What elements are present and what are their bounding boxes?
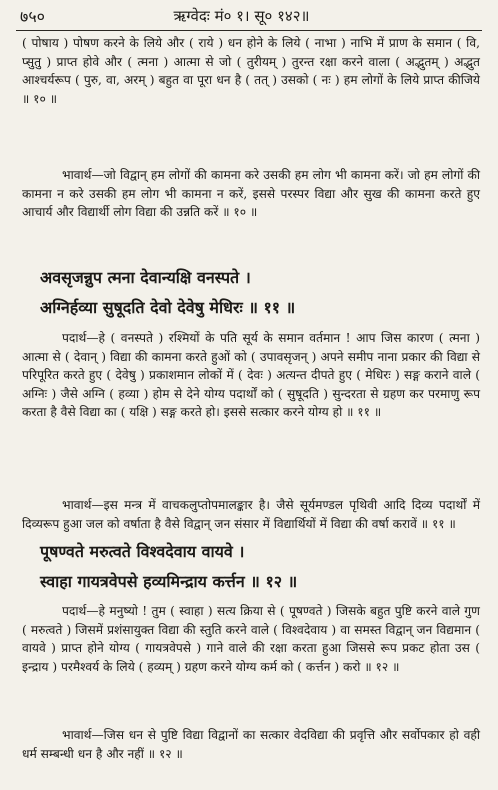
para-bhavarth-12 bbox=[22, 726, 480, 763]
page-number: ७५० bbox=[20, 7, 45, 26]
bhavarth-10-text: भावार्थ—जो विद्वान् हम लोगों की कामना करे उसकी हम लोग भी कामना करें। जो हम लोगों की कामना न करे उसकी हम लोग भी कामना न करें, इससे परस्पर विद्या और सुख की कामना करते हुए आचार्य और विद्यार्थी लोग विद्या की उन्नति करें ॥ १० ॥ bbox=[22, 168, 480, 220]
para-padarth-12 bbox=[22, 602, 480, 676]
mantra-11-line-2: अग्निर्हव्या सुषूदति देवो देवेषु मेधिरः ॥ ११ ॥ bbox=[40, 298, 296, 317]
mantra-11-line-1: अवसृजन्नुप त्मना देवान्यक्षि वनस्पते । bbox=[40, 268, 251, 287]
mantra-11 bbox=[40, 266, 480, 320]
mantra-12-line-2: स्वाहा गायत्रवेपसे हव्यमिन्द्राय कर्त्तन ॥ १२ ॥ bbox=[40, 572, 298, 591]
bhavarth-11-text: भावार्थ—इस मन्त्र में वाचकलुप्तोपमालङ्कार है। जैसे सूर्यमण्डल पृथिवी आदि दिव्य पदार्थों में दिव्यरूप हुआ जल को वर्षाता है वैसे विद्वान् जन संसार में विद्यार्थियों में विद्या की वर्षा करावें ॥ ११ ॥ bbox=[22, 498, 480, 531]
padarth-12-text: पदार्थ—हे मनुष्यो ! तुम ( स्वाहा ) सत्य क्रिया से ( पूषण्वते ) जिसके बहुत पुष्टि करने वाले गुण ( मरुत्वते ) जिसमें प्रशंसायुक्त विद्या की स्तुति करने वाले ( विश्वदेवाय ) वा समस्त विद्वान् जन विद्यमान ( वायवे ) प्राप्त होने योग्य ( गायत्रवेपसे ) गाने वाले की रक्षा करता हुआ जिससे रूप प्रकट होता उस ( इन्द्राय ) परमैश्वर्य के लिये ( हव्यम् ) ग्रहण करने योग्य कर्म को ( कर्त्तन ) करो ॥ १२ ॥ bbox=[22, 604, 480, 674]
para-padarth-10-cont bbox=[22, 34, 480, 108]
para-bhavarth-10 bbox=[22, 166, 480, 222]
running-title: ऋग्वेदः मं० १। सू० १४२॥ bbox=[173, 7, 310, 25]
para-padarth-11 bbox=[22, 329, 480, 422]
mantra-12-line-1: पूषण्वते मरुत्वते विश्वदेवाय वायवे । bbox=[40, 542, 245, 561]
padarth-11-text: पदार्थ—हे ( वनस्पते ) रश्मियों के पति सूर्य के समान वर्तमान ! आप जिस कारण ( त्मना ) आत्मा से ( देवान् ) विद्या की कामना करते हुओं को ( उपावसृजन् ) अपने समीप नाना प्रकार की विद्या से परिपूरित करते हुए ( देवेषु ) प्रकाशमान लोकों में ( देवः ) अत्यन्त दीपते हुए ( मेधिरः ) सङ्ग कराने वाले ( अग्निः ) जैसे अग्नि ( हव्या ) होम से देने योग्य पदार्थों को ( सुषूदति ) सुन्दरता से ग्रहण कर परमाणु रूप करता है वैसे विद्या का ( यक्षि ) सङ्ग करते हो। इससे सत्कार करने योग्य हो ॥ ११ ॥ bbox=[22, 331, 480, 420]
header-rule bbox=[16, 30, 482, 31]
para-bhavarth-11 bbox=[22, 496, 480, 533]
page-header bbox=[20, 4, 478, 28]
padarth-10-text: ( पोषाय ) पोषण करने के लिये और ( राये ) धन होने के लिये ( नाभा ) नाभि में प्राण के समान ( वि, प्सुतु ) प्राप्त होवे और ( त्मना ) आत्मा से जो ( तुरीयम् ) तुरन्त रक्षा करने वाला ( अद्भुतम् ) अद्भुत आश्चर्यरूप ( पुरु, वा, अरम् ) बहुत वा पूरा धन है ( तत् ) उसको ( नः ) हम लोगों के लिये प्राप्त कीजिये ॥ १० ॥ bbox=[22, 36, 480, 106]
bhavarth-12-text: भावार्थ—जिस धन से पुष्टि विद्या विद्वानों का सत्कार वेदविद्या की प्रवृत्ति और सर्वोपकार हो वही धर्म सम्बन्धी धन है और नहीं ॥ १२ ॥ bbox=[22, 728, 480, 761]
mantra-12 bbox=[40, 540, 480, 594]
